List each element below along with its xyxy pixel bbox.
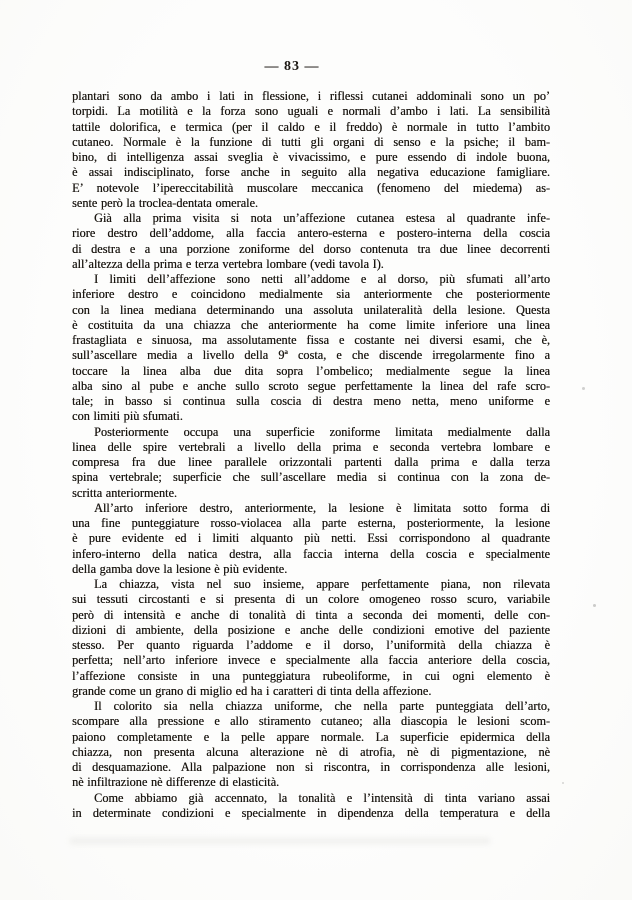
text-line: è costituita da una chiazza che anteriormente ha come limite inferiore una linea (72, 317, 550, 332)
text-line: Già alla prima visita si nota un’affezione cutanea estesa al quadrante infe- (94, 211, 550, 225)
text-line: Posteriormente occupa una superficie zoniforme limitata medialmente dalla (94, 424, 550, 439)
text-line: dizioni di ambiente, della posizione e anche delle condizioni emotive del paziente (72, 622, 550, 637)
text-line: Come abbiamo già accennato, la tonalità e l’intensità di tinta variano assai (94, 790, 550, 805)
paragraph (72, 211, 550, 272)
text-line: paiono completamente e la pelle appare normale. La superficie epidermica della (72, 729, 550, 744)
text-line: compresa fra due linee parallele orizzontali partenti dalla prima e dalla terza (72, 455, 550, 469)
text-line: perfetta; nell’arto inferiore invece e specialmente alla faccia anteriore della coscia, (72, 653, 550, 668)
text-line: Il colorito sia nella chiazza uniforme, che nella parte punteggiata dell’arto, (94, 699, 550, 713)
scan-smudge (70, 838, 490, 844)
text-line: tale; in basso si continua sulla coscia di destra meno netta, meno uniforme e (72, 394, 550, 408)
text-line: scompare alla pressione e allo stiramento cutaneo; alla diascopia le lesioni scom- (72, 714, 550, 729)
text-line: bino, di intelligenza assai sveglia è vivacissimo, e pure essendo di indole buona, (72, 150, 550, 164)
scan-speck (582, 387, 585, 390)
text-line: stesso. Per quanto riguarda l’addome e il dorso, l’uniformità della chiazza è (72, 638, 550, 652)
paragraph (72, 272, 550, 425)
text-line: una fine punteggiature rosso-violacea alla parte esterna, posteriormente, la lesione (72, 516, 550, 530)
text-line: sente però la troclea-dentata omerale. (72, 195, 259, 210)
text-line: è assai indisciplinato, forse anche in seguito alla negativa educazione famigliare. (72, 165, 550, 180)
text-line: infero-interno della natica destra, alla faccia interna della coscia e specialmente (72, 546, 550, 561)
text-line: sull’ascellare media a livello della 9ª costa, e che discende irregolarmente fino a (72, 348, 550, 363)
text-line: è pure evidente ed i limiti alquanto più netti. Essi corrispondono al quadrante (72, 531, 550, 546)
paragraph (72, 577, 550, 699)
text-line: toccare la linea alba due dita sopra l’ombelico; medialmente segue la linea (72, 363, 550, 378)
text-line: plantari sono da ambo i lati in flessione, i riflessi cutanei addominali sono un po’ (72, 89, 550, 103)
text-line: di desquamazione. Alla palpazione non si riscontra, in corrispondenza alle lesioni, (72, 760, 550, 774)
text-line: cutaneo. Normale è la funzione di tutti gli organi di senso e la psiche; il bam- (72, 134, 550, 149)
paragraph (72, 791, 550, 822)
text-line: però di intensità e anche di tonalità di tinta a seconda dei momenti, delle con- (72, 607, 550, 622)
scan-speck (562, 782, 564, 784)
paragraph (72, 501, 550, 577)
text-line: frastagliata e sinuosa, ma assolutamente fissa e costante nei diversi esami, che è, (72, 333, 550, 347)
text-line: in determinate condizioni e specialmente in dipendenza della temperatura e della (72, 805, 550, 820)
scan-speck (593, 604, 596, 607)
text-line: riore destro dell’addome, alla faccia antero-esterna e postero-interna della coscia (72, 226, 550, 241)
paragraph (72, 89, 550, 211)
text-line: torpidi. La motilità e la forza sono uguali e normali d’ambo i lati. La sensibilità (72, 104, 550, 119)
text-block (72, 89, 550, 821)
text-line: scritta anteriormente. (72, 485, 177, 500)
text-line: chiazza, non presenta alcuna alterazione nè di atrofia, nè di pigmentazione, nè (72, 744, 550, 759)
text-line: con la linea mediana determinando una assoluta unilateralità della lesione. Questa (72, 302, 550, 317)
text-line: di destra e a una porzione zoniforme del dorso contenuta tra due linee decorrenti (72, 241, 550, 256)
text-line: spina vertebrale; superficie che sull’ascellare media si continua con la zona de- (72, 470, 550, 485)
text-line: con limiti più sfumati. (72, 409, 183, 424)
text-line: l’affezione consiste in una punteggiatura rubeoliforme, in cui ogni elemento è (72, 668, 550, 683)
paragraph (72, 425, 550, 501)
page-number: — 83 — (264, 59, 320, 74)
text-line: della gamba dove la lesione è più evidente. (72, 561, 288, 576)
text-line: E’ notevole l’ipereccitabilità muscolare meccanica (fenomeno del miedema) as- (72, 180, 550, 195)
text-line: inferiore destro e coincidono medialmente sia anteriormente che posteriormente (72, 287, 550, 302)
text-line: linea delle spire vertebrali a livello della prima e seconda vertebra lombare e (72, 439, 550, 454)
text-line: tattile dolorifica, e termica (per il caldo e il freddo) è normale in tutto l’ambito (72, 119, 550, 134)
text-line: alba sino al pube e anche sullo scroto segue perfettamente la linea del rafe scro- (72, 378, 550, 393)
text-line: grande come un grano di miglio ed ha i caratteri di tinta della affezione. (72, 683, 432, 698)
text-line: nè infiltrazione nè differenze di elasticità. (72, 775, 280, 790)
text-line: La chiazza, vista nel suo insieme, appare perfettamente piana, non rilevata (94, 577, 550, 591)
text-line: All’arto inferiore destro, anteriormente, la lesione è limitata sotto forma di (94, 500, 550, 515)
text-line: I limiti dell’affezione sono netti all’addome e al dorso, più sfumati all’arto (94, 272, 550, 286)
text-line: all’altezza della prima e terza vertebra lombare (vedi tavola I). (72, 256, 384, 271)
text-line: sui tessuti circostanti e si presenta di un colore omogeneo rosso scuro, variabile (72, 592, 550, 607)
paragraph (72, 699, 550, 791)
